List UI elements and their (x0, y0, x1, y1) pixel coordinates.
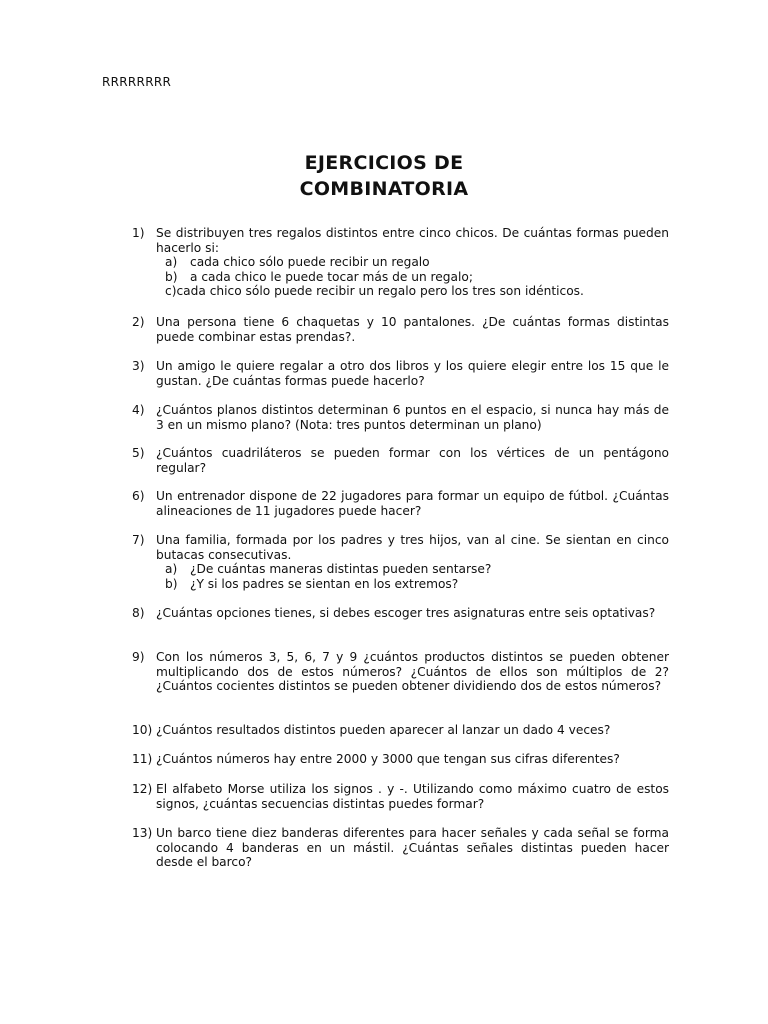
exercise-text: Un barco tiene diez banderas diferentes para hacer señales y cada señal se forma colocando 4 banderas en un mástil. ¿Cuántas señales distintas pueden hacer desde el barco? (156, 826, 669, 869)
exercise-item (132, 226, 669, 299)
exercise-item (132, 359, 669, 388)
exercise-item (132, 403, 669, 432)
exercise-number: 5) (132, 446, 145, 460)
exercise-text: ¿Cuántos resultados distintos pueden aparecer al lanzar un dado 4 veces? (156, 723, 611, 737)
exercise-number: 13) (132, 826, 153, 840)
exercise-item (132, 723, 669, 738)
exercise-number: 9) (132, 650, 145, 664)
sub-item (132, 562, 669, 577)
exercise-number: 1) (132, 226, 145, 240)
sub-label: c) (165, 284, 177, 298)
title-line-1: EJERCICIOS DE (304, 152, 464, 174)
sub-label: b) (165, 576, 178, 591)
header-code: RRRRRRRR (102, 75, 172, 89)
title-line-2: COMBINATORIA (299, 178, 469, 200)
exercise-number: 8) (132, 606, 145, 620)
exercise-number: 12) (132, 782, 153, 796)
exercise-number: 7) (132, 533, 145, 547)
exercise-text: ¿Cuántas opciones tienes, si debes escoger tres asignaturas entre seis optativas? (156, 606, 656, 620)
exercise-number: 6) (132, 489, 145, 503)
exercise-text: ¿Cuántos planos distintos determinan 6 puntos en el espacio, si nunca hay más de 3 en un mismo plano? (Nota: tres puntos determinan un plano) (156, 403, 669, 432)
sub-text: ¿Y si los padres se sientan en los extremos? (190, 576, 459, 591)
exercise-text: Un amigo le quiere regalar a otro dos libros y los quiere elegir entre los 15 que le gustan. ¿De cuántas formas puede hacerlo? (156, 359, 669, 388)
exercise-item (132, 782, 669, 811)
sub-item (132, 270, 669, 285)
exercise-item (132, 826, 669, 870)
exercise-text: Con los números 3, 5, 6, 7 y 9 ¿cuántos productos distintos se pueden obtener multiplicando dos de estos números? ¿Cuántos de ellos son múltiplos de 2? ¿Cuántos cocientes distintos se pueden obtener dividiendo dos de estos números? (156, 650, 669, 693)
exercise-item (132, 489, 669, 518)
document-title (0, 150, 768, 202)
exercise-text: Un entrenador dispone de 22 jugadores para formar un equipo de fútbol. ¿Cuántas alineaciones de 11 jugadores puede hacer? (156, 489, 669, 518)
exercise-item (132, 650, 669, 694)
exercise-text: ¿Cuántos números hay entre 2000 y 3000 que tengan sus cifras diferentes? (156, 752, 620, 766)
exercise-text: Una persona tiene 6 chaquetas y 10 pantalones. ¿De cuántas formas distintas puede combinar estas prendas?. (156, 315, 669, 344)
exercise-number: 2) (132, 315, 145, 329)
sub-item (132, 284, 669, 299)
sub-text: a cada chico le puede tocar más de un regalo; (190, 269, 473, 284)
sub-text: cada chico sólo puede recibir un regalo pero los tres son idénticos. (176, 284, 584, 298)
exercise-item (132, 752, 669, 767)
sub-text: cada chico sólo puede recibir un regalo (190, 255, 430, 269)
exercise-text: Se distribuyen tres regalos distintos entre cinco chicos. De cuántas formas pueden hacerlo si: (156, 226, 669, 255)
exercise-text: Una familia, formada por los padres y tres hijos, van al cine. Se sientan en cinco butacas consecutivas. (156, 533, 669, 562)
sub-label: a) (165, 255, 178, 269)
exercise-number: 11) (132, 752, 153, 766)
exercise-item (132, 533, 669, 591)
sub-item (132, 255, 669, 270)
sub-label: b) (165, 269, 178, 284)
sub-item (132, 577, 669, 592)
exercise-item (132, 446, 669, 475)
exercise-item (132, 315, 669, 344)
exercise-number: 4) (132, 403, 145, 417)
sub-label: a) (165, 562, 178, 576)
sub-text: ¿De cuántas maneras distintas pueden sentarse? (190, 562, 492, 576)
exercise-text: El alfabeto Morse utiliza los signos . y -. Utilizando como máximo cuatro de estos signos, ¿cuántas secuencias distintas puedes formar? (156, 782, 669, 811)
exercise-number: 3) (132, 359, 145, 373)
exercise-item (132, 606, 669, 621)
exercise-text: ¿Cuántos cuadriláteros se pueden formar con los vértices de un pentágono regular? (156, 446, 669, 475)
exercise-number: 10) (132, 723, 153, 737)
